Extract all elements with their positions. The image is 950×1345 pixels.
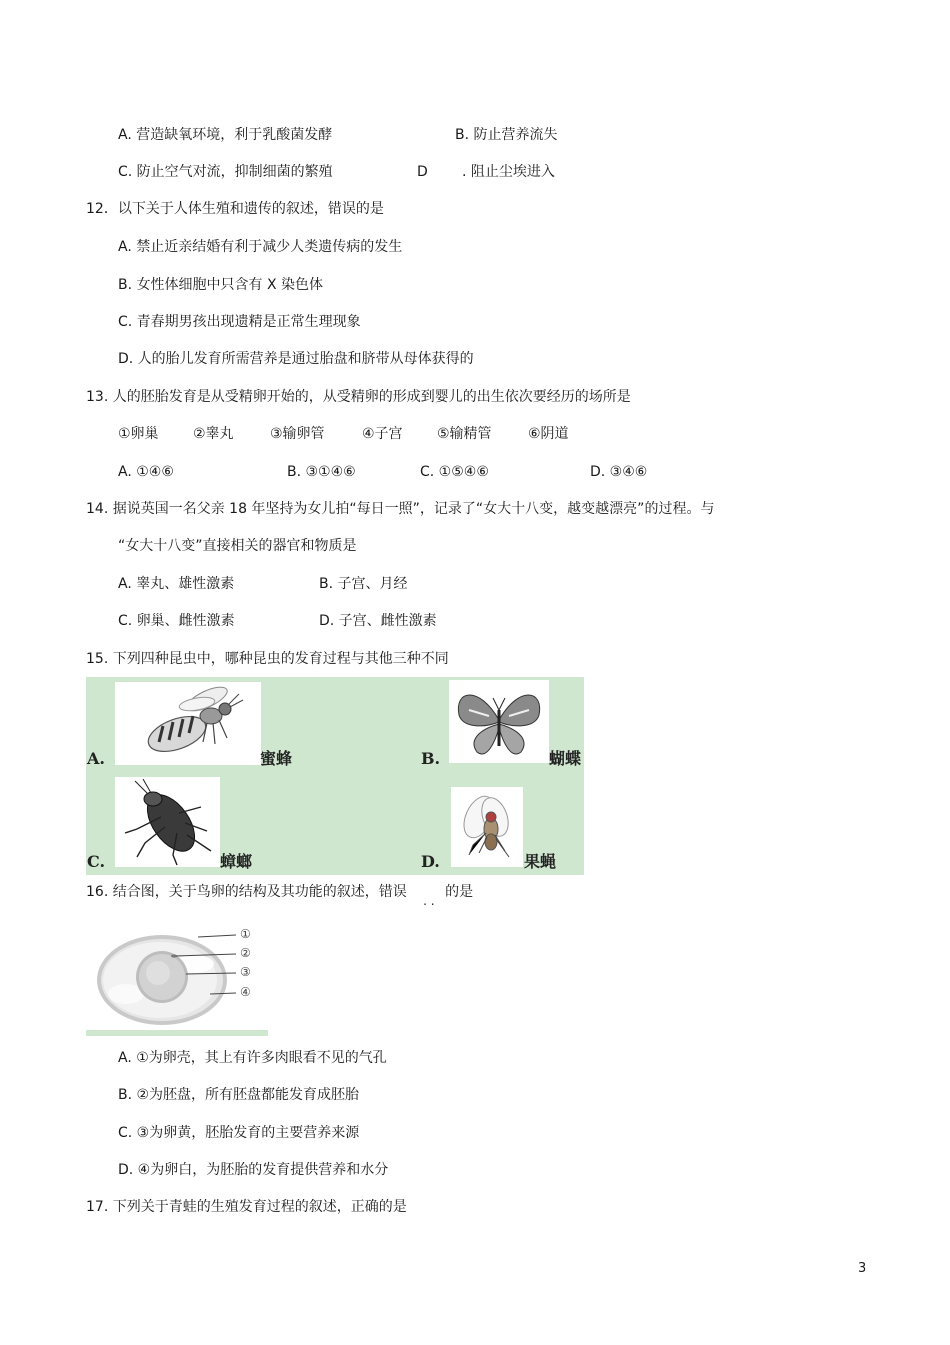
q16-stem-pre: 16. 结合图，关于鸟卵的结构及其功能的叙述，错误 <box>86 884 407 900</box>
insects-figure <box>86 677 584 875</box>
egg-label-4: ④ <box>240 985 251 999</box>
fruit-fly-photo <box>451 787 523 867</box>
q15-name-c: 蟑螂 <box>220 852 253 871</box>
q14-option-b: B. 子宫、月经 <box>319 576 408 592</box>
q14-option-a: A. 睾丸、雄性激素 <box>118 576 235 592</box>
egg-figure-base <box>86 1030 268 1036</box>
egg-diagram <box>86 922 268 1038</box>
q15-letter-a: A. <box>87 749 105 768</box>
q14-stem-line2: “女大十八变”直接相关的器官和物质是 <box>118 538 357 554</box>
q13-item-6: ⑥阴道 <box>528 426 569 442</box>
q15-name-a: 蜜蜂 <box>260 749 293 768</box>
butterfly-photo <box>449 680 549 763</box>
q11-option-c: C. 防止空气对流，抑制细菌的繁殖 <box>118 164 333 180</box>
cockroach-photo <box>115 777 220 867</box>
q16-option-b: B. ②为胚盘，所有胚盘都能发育成胚胎 <box>118 1087 360 1103</box>
page-number: 3 <box>858 1261 867 1276</box>
q15-name-b: 蝴蝶 <box>549 749 582 768</box>
fruit-fly-icon <box>451 787 523 867</box>
egg-label-2: ② <box>240 946 251 960</box>
q13-item-1: ①卵巢 <box>118 426 159 442</box>
q12-option-b: B. 女性体细胞中只含有 X 染色体 <box>118 277 323 293</box>
q14-stem-line1: 14. 据说英国一名父亲 18 年坚持为女儿拍“每日一照”，记录了“女大十八变，越变越漂亮”的过程。与 <box>86 501 715 517</box>
q13-item-3: ③输卵管 <box>270 426 325 442</box>
bee-icon <box>115 682 261 765</box>
q15-name-d: 果蝇 <box>524 852 557 871</box>
q11-option-b: B. 防止营养流失 <box>455 127 558 143</box>
q16-emphasis-dots: . . <box>423 894 435 908</box>
q15-stem: 15. 下列四种昆虫中，哪种昆虫的发育过程与其他三种不同 <box>86 651 449 667</box>
q13-stem: 13. 人的胚胎发育是从受精卵开始的，从受精卵的形成到婴儿的出生依次要经历的场所是 <box>86 389 631 405</box>
q11-option-d-letter: D <box>417 164 428 180</box>
q15-letter-b: B. <box>421 749 441 768</box>
q11-option-a: A. 营造缺氧环境，利于乳酸菌发酵 <box>118 127 333 143</box>
q15-letter-d: D. <box>421 852 440 871</box>
q13-item-4: ④子宫 <box>362 426 403 442</box>
cockroach-icon <box>115 777 220 867</box>
butterfly-icon <box>449 680 549 763</box>
q12-stem: 12．以下关于人体生殖和遗传的叙述，错误的是 <box>86 201 384 217</box>
q16-option-a: A. ①为卵壳，其上有许多肉眼看不见的气孔 <box>118 1050 387 1066</box>
q14-option-c: C. 卵巢、雌性激素 <box>118 613 235 629</box>
q13-item-5: ⑤输精管 <box>437 426 492 442</box>
q15-letter-c: C. <box>87 852 106 871</box>
q16-stem-post: 的是 <box>445 884 474 900</box>
q13-option-b: B. ③①④⑥ <box>287 464 356 480</box>
q16-option-c: C. ③为卵黄，胚胎发育的主要营养来源 <box>118 1125 360 1141</box>
bee-photo <box>115 682 261 765</box>
q12-option-a: A. 禁止近亲结婚有利于减少人类遗传病的发生 <box>118 239 403 255</box>
q13-item-2: ②睾丸 <box>193 426 234 442</box>
q17-stem: 17. 下列关于青蛙的生殖发育过程的叙述，正确的是 <box>86 1199 407 1215</box>
egg-label-1: ① <box>240 927 251 941</box>
q16-stem <box>86 883 474 908</box>
q11-option-d: . 阻止尘埃进入 <box>462 164 555 180</box>
egg-label-3: ③ <box>240 965 251 979</box>
q12-option-d: D. 人的胎儿发育所需营养是通过胎盘和脐带从母体获得的 <box>118 351 474 367</box>
q13-option-a: A. ①④⑥ <box>118 464 174 480</box>
q14-option-d: D. 子宫、雌性激素 <box>319 613 437 629</box>
q13-option-c: C. ①⑤④⑥ <box>420 464 489 480</box>
q16-option-d: D. ④为卵白，为胚胎的发育提供营养和水分 <box>118 1162 389 1178</box>
q12-option-c: C. 青春期男孩出现遗精是正常生理现象 <box>118 314 361 330</box>
q13-option-d: D. ③④⑥ <box>590 464 648 480</box>
